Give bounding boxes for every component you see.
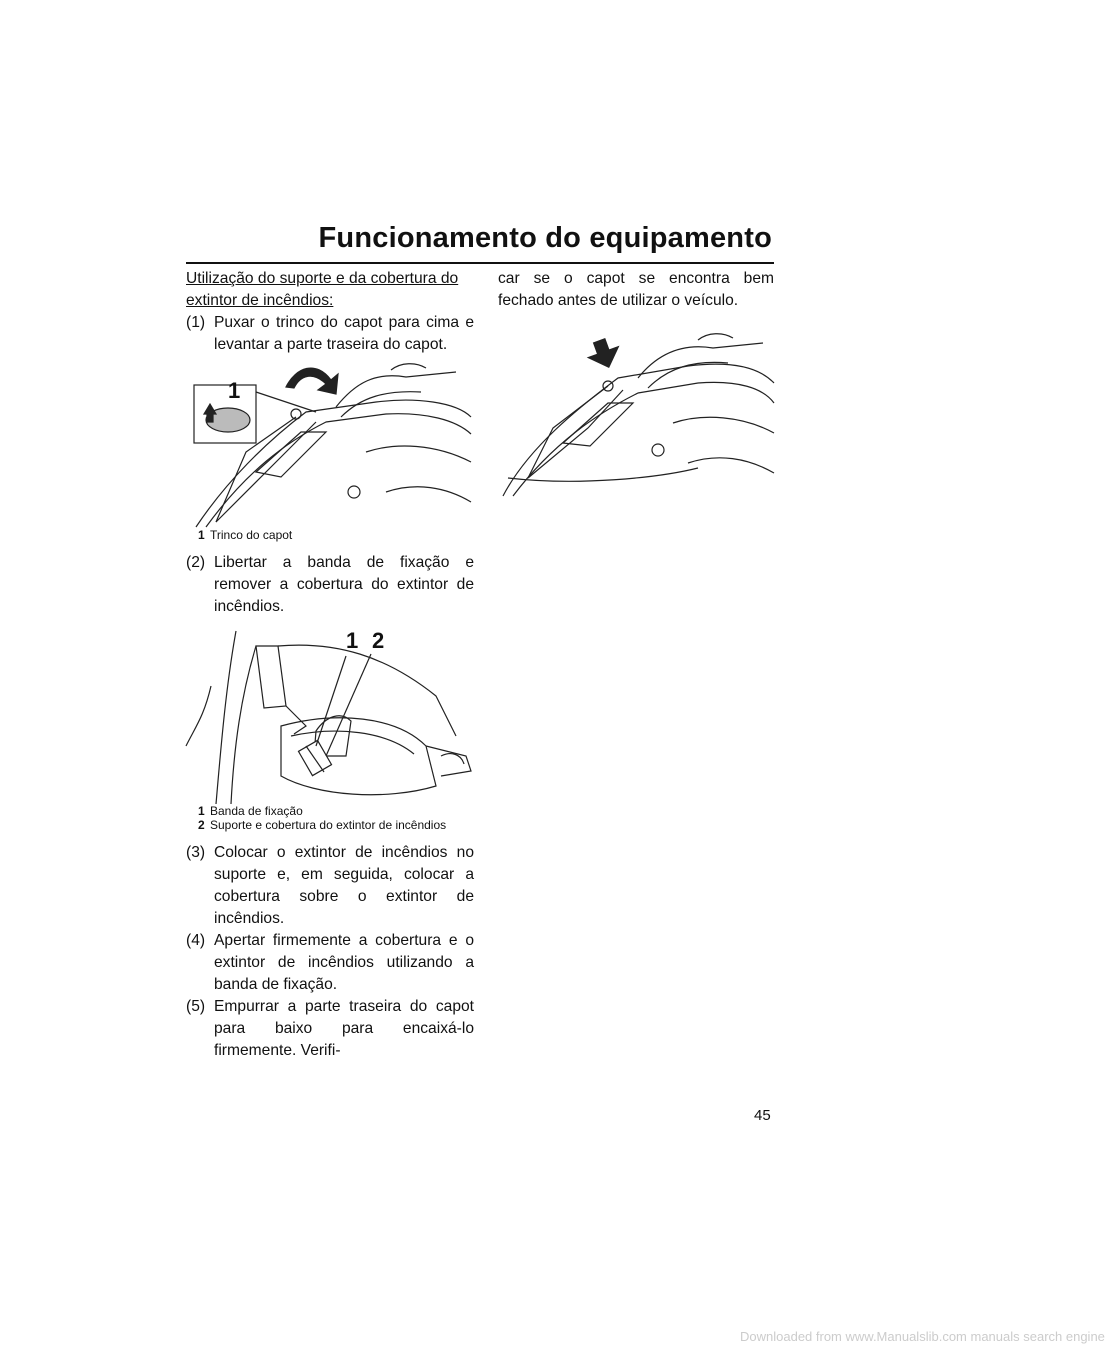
figure-1-callout-1: 1 (228, 378, 241, 403)
figure-2-callout-1: 1 (346, 628, 359, 653)
page-number: 45 (754, 1107, 771, 1124)
caption-row (198, 528, 474, 542)
figure-2-callout-2: 2 (372, 628, 385, 653)
footer-watermark: Downloaded from www.Manualslib.com manuals search engine (740, 1329, 1105, 1344)
step-3-text: Colocar o extintor de incêndios no suporte e, em seguida, colocar a cobertura sobre o extintor de incêndios. (214, 844, 474, 927)
figure-extinguisher-holder (186, 626, 474, 804)
step-3-number: (3) (186, 844, 206, 861)
jet-ski-hood-closing-illustration (498, 328, 774, 498)
title-divider (186, 262, 774, 264)
figure-2-caption (186, 804, 474, 832)
caption-text: Trinco do capot (210, 528, 293, 542)
step-5-continuation: car se o capot se encontra bem fechado antes de utilizar o veículo. (498, 270, 774, 309)
section-subheading: Utilização do suporte e da cobertura do extintor de incêndios: (186, 270, 459, 309)
caption-text: Banda de fixação (210, 804, 303, 818)
step-2 (186, 552, 474, 618)
step-4 (186, 930, 474, 996)
step-2-number: (2) (186, 554, 206, 571)
caption-number: 1 (198, 804, 205, 818)
page-title: Funcionamento do equipamento (318, 222, 772, 254)
caption-text: Suporte e cobertura do extintor de incêndios (210, 818, 447, 832)
caption-row (198, 818, 472, 832)
caption-number: 2 (198, 818, 205, 832)
step-3 (186, 842, 474, 930)
figure-close-hood (498, 328, 774, 498)
step-1-text: Puxar o trinco do capot para cima e levantar a parte traseira do capot. (214, 314, 474, 353)
step-5-text: Empurrar a parte traseira do capot para baixo para encaixá-lo firmemente. Verifi- (214, 998, 474, 1059)
storage-compartment-illustration (186, 626, 474, 804)
right-column (498, 268, 774, 498)
step-2-text: Libertar a banda de fixação e remover a cobertura do extintor de incêndios. (214, 554, 474, 615)
caption-row (198, 804, 474, 818)
left-column (186, 268, 474, 1062)
step-5 (186, 996, 474, 1062)
figure-hood-latch (186, 362, 474, 528)
step-4-number: (4) (186, 932, 206, 949)
caption-number: 1 (198, 528, 205, 542)
step-1-number: (1) (186, 314, 206, 331)
figure-1-caption (186, 528, 474, 542)
step-1 (186, 312, 474, 356)
step-4-text: Apertar firmemente a cobertura e o extintor de incêndios utilizando a banda de fixação. (214, 932, 474, 993)
step-5-number: (5) (186, 998, 206, 1015)
